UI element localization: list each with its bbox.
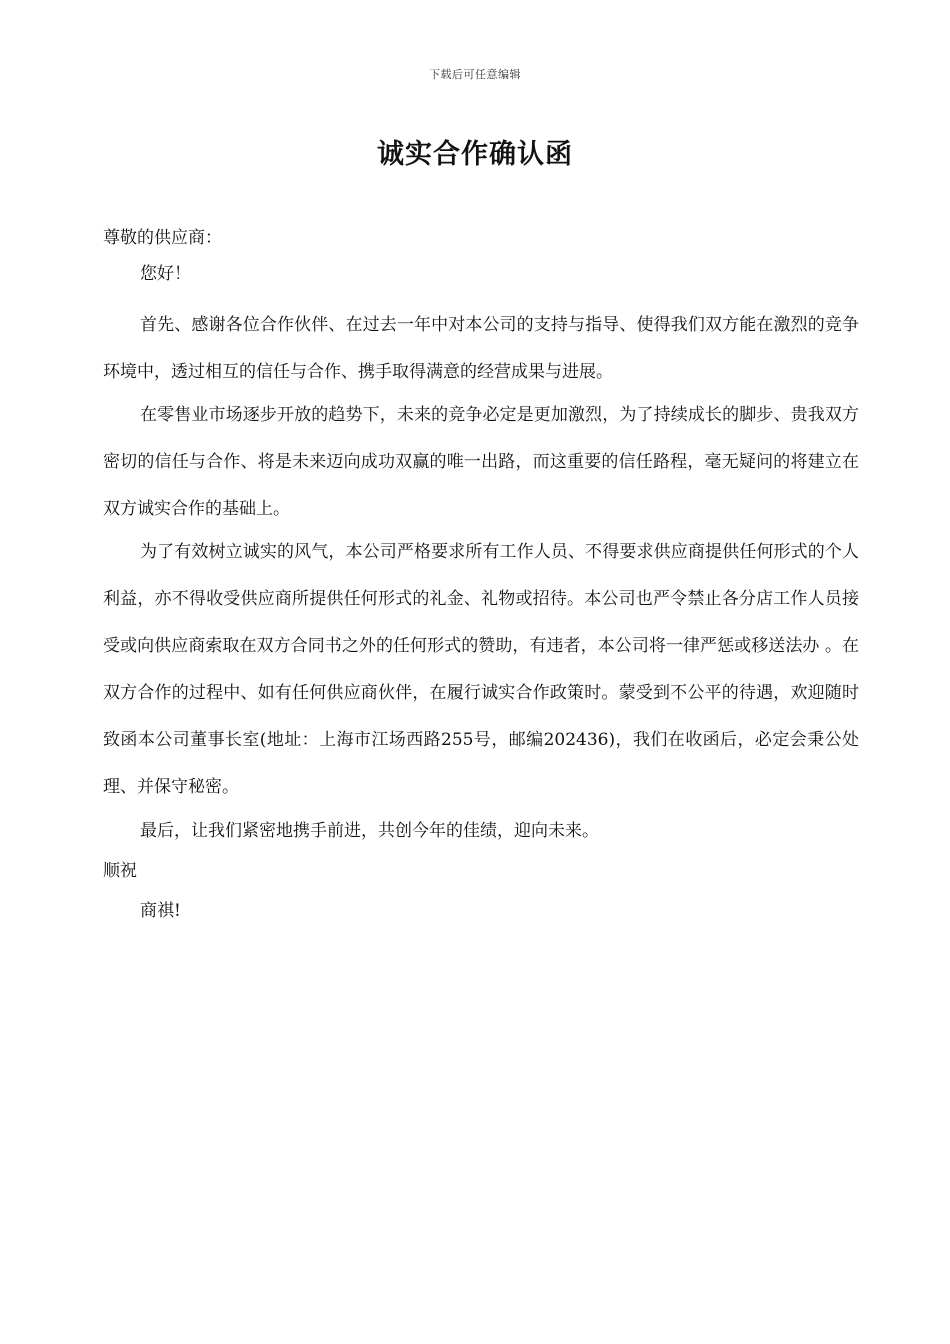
paragraph-integrity-policy: 为了有效树立诚实的风气，本公司严格要求所有工作人员、不得要求供应商提供任何形式的个人利益，亦不得收受供应商所提供任何形式的礼金、礼物或招待。本公司也严令禁止各分店工作人员接受或向供应商索取在双方合同书之外的任何形式的赞助，有违者，本公司将一律严惩或移送法办 。在双方合作的过程中、如有任何供应商伙伴，在履行诚实合作政策时。蒙受到不公平的待遇，欢迎随时致函本公司董事长室(地址：上海市江场西路255号，邮编202436)，我们在收函后，必定会秉公处理、并保守秘密。 [103, 542, 859, 797]
paragraph-final: 最后，让我们紧密地携手前进，共创今年的佳绩，迎向未来。 [140, 821, 599, 841]
header-note: 下载后可任意编辑 [429, 68, 521, 81]
closing-wishes: 商祺! [140, 901, 181, 921]
letter-body [103, 222, 859, 931]
letter-title: 诚实合作确认函 [377, 139, 573, 170]
paragraph-thanks: 首先、感谢各位合作伙伴、在过去一年中对本公司的支持与指导、使得我们双方能在激烈的竞争环境中，透过相互的信任与合作、携手取得满意的经营成果与进展。 [103, 315, 859, 382]
closing-regards: 顺祝 [103, 861, 137, 881]
greeting: 您好！ [140, 264, 191, 284]
paragraph-market: 在零售业市场逐步开放的趋势下，未来的竞争必定是更加激烈，为了持续成长的脚步、贵我双方密切的信任与合作、将是未来迈向成功双赢的唯一出路，而这重要的信任路程，毫无疑问的将建立在双方诚实合作的基础上。 [103, 405, 859, 519]
salutation: 尊敬的供应商： [103, 228, 222, 248]
